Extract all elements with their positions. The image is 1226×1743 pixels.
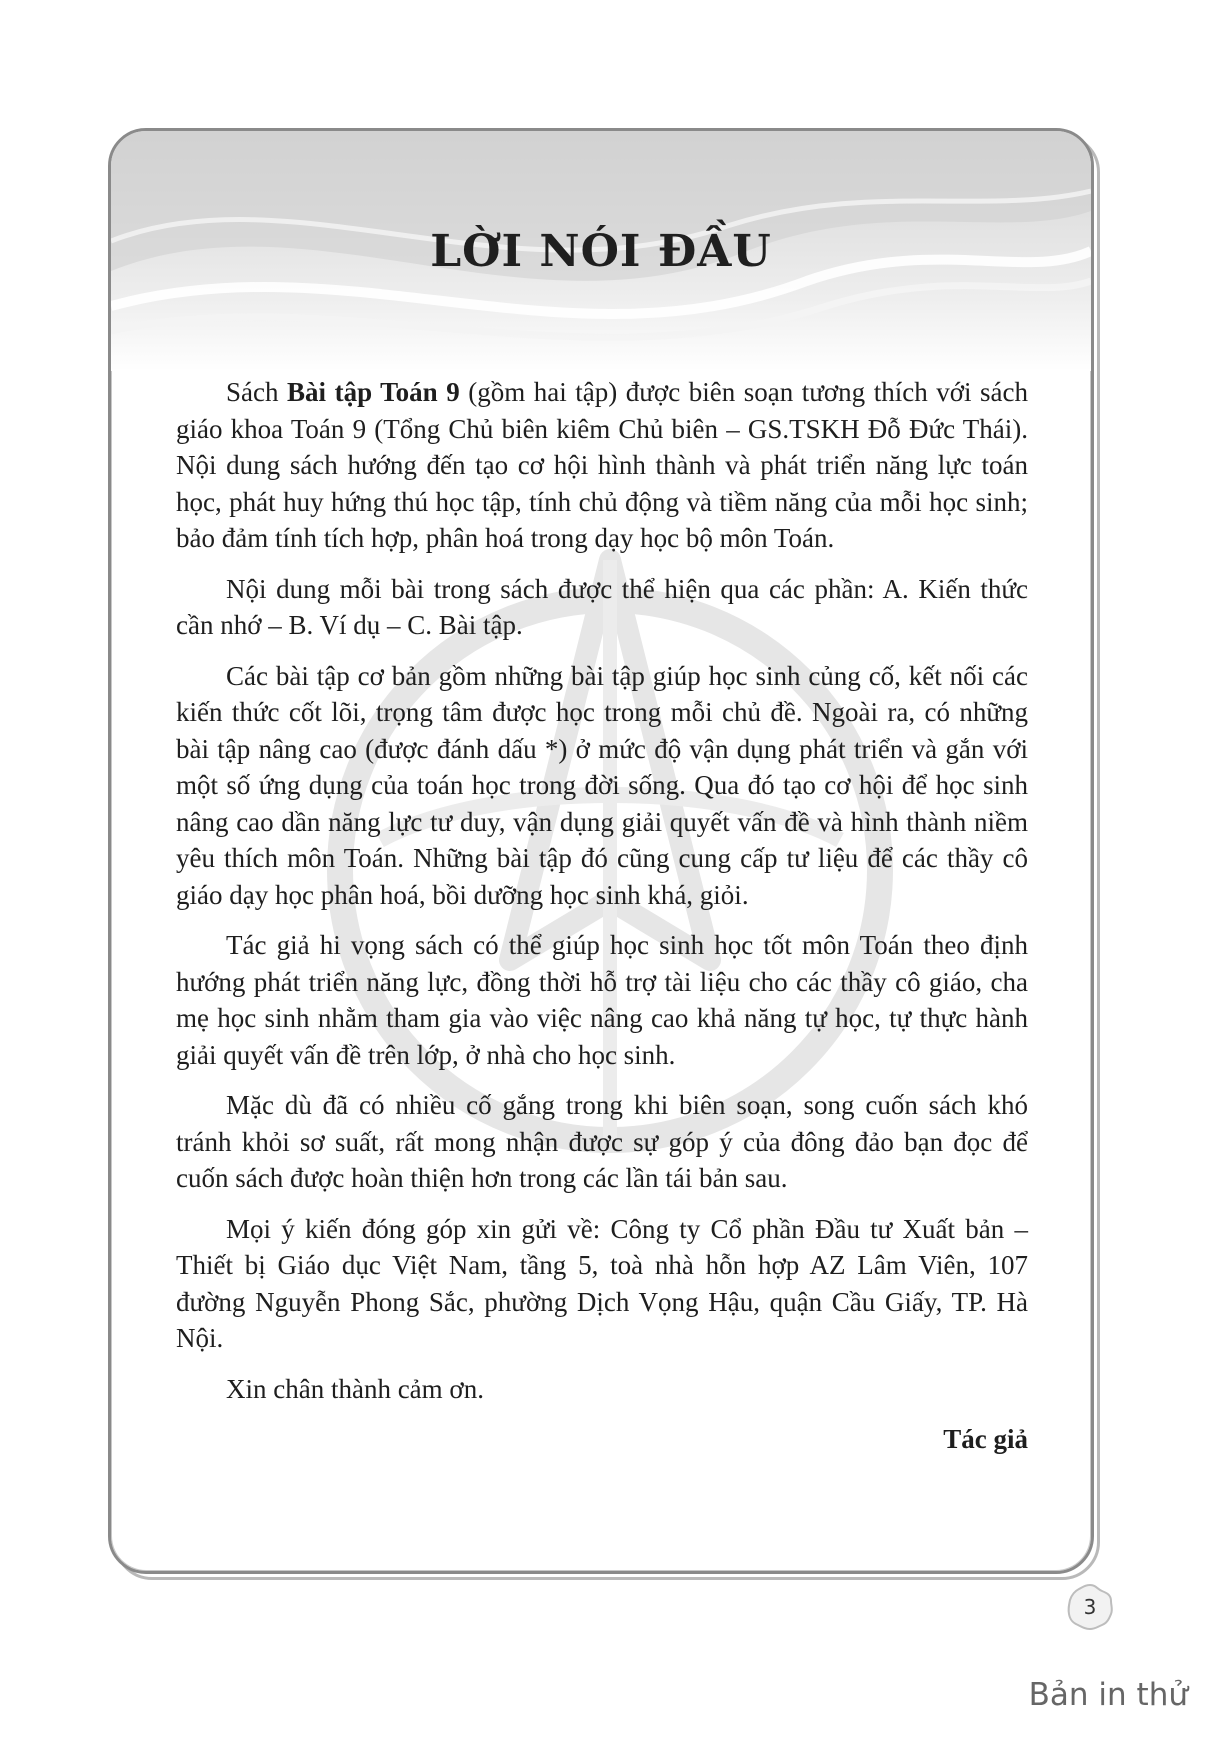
- paragraph-5: Mặc dù đã có nhiều cố gắng trong khi biên soạn, song cuốn sách khó tránh khỏi sơ suất, rất mong nhận được sự góp ý của đông đảo bạn đọc để cuốn sách được hoàn thiện hơn trong các lần tái bản sau.: [176, 1090, 1028, 1193]
- paragraph-6: Mọi ý kiến đóng góp xin gửi về: Công ty Cổ phần Đầu tư Xuất bản – Thiết bị Giáo dục Việt Nam, tầng 5, toà nhà hỗn hợp AZ Lâm Viên, 107 đường Nguyễn Phong Sắc, phường Dịch Vọng Hậu, quận Cầu Giấy, TP. Hà Nội.: [176, 1213, 1028, 1353]
- paragraph-4: Tác giả hi vọng sách có thể giúp học sinh học tốt môn Toán theo định hướng phát triển năng lực, đồng thời hỗ trợ tài liệu cho các thầy cô giáo, cha mẹ học sinh nhằm tham gia vào việc nâng cao khả năng tự học, tự thực hành giải quyết vấn đề trên lớp, ở nhà cho học sinh.: [176, 930, 1028, 1070]
- signature: Tác giả: [943, 1424, 1028, 1454]
- preface-body: [176, 374, 1028, 1472]
- paragraph-3: Các bài tập cơ bản gồm những bài tập giúp học sinh củng cố, kết nối các kiến thức cốt lõi, trọng tâm được học trong mỗi chủ đề. Ngoài ra, có những bài tập nâng cao (được đánh dấu *) ở mức độ vận dụng phát triển và gắn với một số ứng dụng của toán học trong đời sống. Qua đó tạo cơ hội để học sinh nâng cao dần năng lực tư duy, vận dụng giải quyết vấn đề và hình thành niềm yêu thích môn Toán. Những bài tập đó cũng cung cấp tư liệu để các thầy cô giáo dạy học phân hoá, bồi dưỡng học sinh khá, giỏi.: [176, 660, 1028, 910]
- p1-rest: (gồm hai tập) được biên soạn tương thích với sách giáo khoa Toán 9 (Tổng Chủ biên kiêm Chủ biên – GS.TSKH Đỗ Đức Thái). Nội dung sách hướng đến tạo cơ hội hình thành và phát triển năng lực toán học, phát huy hứng thú học tập, tính chủ động và tiềm năng của mỗi học sinh; bảo đảm tính tích hợp, phân hoá trong dạy học bộ môn Toán.: [176, 377, 1029, 553]
- page-number: 3: [1083, 1595, 1097, 1619]
- proof-label: Bản in thử: [1028, 1677, 1188, 1713]
- p1-lead: Sách: [226, 377, 288, 407]
- paragraph-7: Xin chân thành cảm ơn.: [226, 1373, 484, 1404]
- paragraph-1: [176, 374, 1028, 557]
- book-title: Bài tập Toán 9: [287, 377, 460, 407]
- paragraph-2: Nội dung mỗi bài trong sách được thể hiện qua các phần: A. Kiến thức cần nhớ – B. Ví dụ – C. Bài tập.: [176, 573, 1028, 640]
- page-title: LỜI NÓI ĐẦU: [430, 226, 772, 277]
